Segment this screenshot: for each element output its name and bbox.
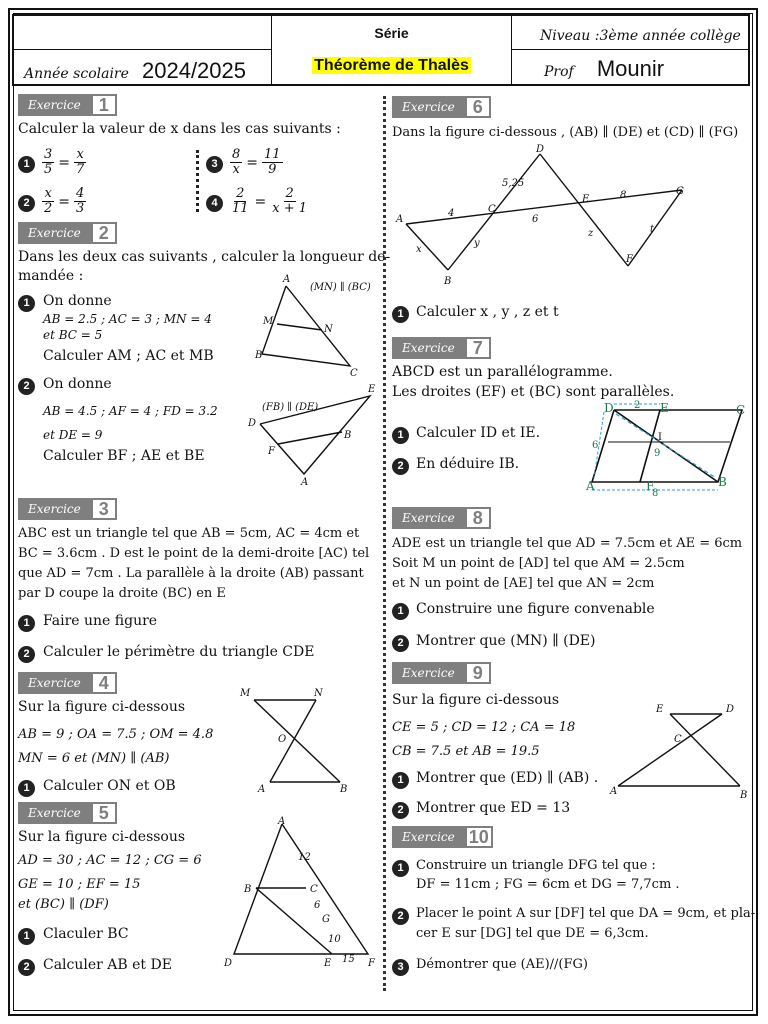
exercise-number: 1 [91, 94, 117, 116]
ex2-case-number: 1 [18, 295, 35, 312]
fig-label: A [258, 784, 266, 795]
fig-label: O [278, 734, 287, 745]
fig-label: B [718, 475, 727, 489]
fig-length: 4 [448, 208, 455, 219]
denominator: 9 [268, 162, 277, 177]
exercise-6-tag [392, 96, 491, 118]
fig-label: A [396, 214, 404, 225]
exercise-8-tag [392, 507, 491, 529]
fig-length: 2 [634, 400, 641, 411]
ex6-question-number: 1 [392, 306, 409, 323]
fig-label: F [368, 958, 375, 969]
exercise-label: Exercice [18, 802, 91, 824]
ex9-intro: Sur la figure ci-dessous [392, 692, 560, 708]
ex1-dotted-divider [196, 150, 199, 212]
fig-label: D [726, 704, 735, 715]
fig-label: D [604, 401, 614, 415]
ex1-equation-1: $\frac{3}{5}$ = $\frac{x}{7}$ [44, 147, 85, 177]
denominator: 5 [44, 162, 53, 177]
fig-label: C [736, 403, 746, 417]
ex5-intro: Sur la figure ci-dessous [18, 829, 186, 845]
exercise-label: Exercice [18, 94, 91, 116]
fig-label: E [660, 401, 669, 415]
fig-label: B [340, 784, 348, 795]
exercise-9-tag [392, 662, 491, 684]
exercise-number: 5 [91, 802, 117, 824]
fig-label: C [488, 204, 496, 215]
denominator: 11 [232, 201, 249, 216]
ex4-intro: Sur la figure ci-dessous [18, 699, 186, 715]
ex2-case2-data-1: AB = 4.5 ; AF = 4 ; FD = 3.2 [43, 404, 218, 418]
exercise-label: Exercice [392, 507, 465, 529]
exercise-7-tag [392, 337, 491, 359]
exercise-number: 4 [91, 672, 117, 694]
exercise-3-tag [18, 498, 117, 520]
teacher-label: Prof [544, 64, 574, 80]
exercise-label: Exercice [392, 96, 465, 118]
ex1-equation-3: $\frac{8}{x}$ = $\frac{11}{9}$ [232, 147, 281, 177]
ex5-data-3: et (BC) ∥ (DF) [18, 897, 109, 912]
fig-length: 6 [314, 900, 321, 911]
fig-label: M [240, 688, 251, 699]
numerator: 3 [44, 147, 53, 162]
fig-condition: (FB) ∥ (DE) [262, 402, 319, 413]
column-separator [383, 96, 386, 991]
ex2-figure-1 [250, 272, 380, 382]
ex5-data-2: GE = 10 ; EF = 15 [18, 877, 141, 892]
ex7-text-2: Les droites (EF) et (BC) sont parallèles. [392, 384, 675, 400]
ex10-question-1-line1: Construire un triangle DFG tel que : [416, 858, 656, 873]
numerator: 4 [76, 186, 85, 201]
ex9-data-2: CB = 7.5 et AB = 19.5 [392, 744, 540, 759]
ex7-question-1: Calculer ID et IE. [416, 425, 541, 441]
fig-var: y [474, 238, 480, 249]
numerator: 2 [285, 186, 294, 201]
header-empty-cell [14, 16, 272, 50]
ex2-figure-2 [246, 382, 380, 488]
ex2-case1-data-1: AB = 2.5 ; AC = 3 ; MN = 4 [43, 312, 212, 326]
theme-title: Théorème de Thalès [314, 57, 469, 74]
fig-label: F [646, 479, 655, 493]
level-label: Niveau :3ème année collège [540, 28, 741, 44]
ex10-question-2-line1: Placer le point A sur [DF] tel que DA = 9cm, et pla- [416, 906, 756, 921]
fig-label: F [268, 446, 275, 457]
ex5-question-2: Calculer AB et DE [43, 957, 172, 973]
ex3-question-1: Faire une figure [43, 613, 158, 629]
denominator: 2 [44, 201, 53, 216]
fig-label: D [536, 144, 545, 155]
ex7-text-1: ABCD est un parallélogramme. [392, 364, 613, 380]
ex2-case1-question: Calculer AM ; AC et MB [43, 348, 214, 364]
ex8-text-2: Soit M un point de [AD] tel que AM = 2.5cm [392, 556, 685, 571]
ex1-item-number: 2 [18, 195, 35, 212]
ex4-data-1: AB = 9 ; OA = 7.5 ; OM = 4.8 [18, 727, 214, 742]
fig-label: A [586, 479, 595, 493]
ex10-question-1-line2: DF = 11cm ; FG = 6cm et DG = 7,7cm . [416, 877, 680, 892]
ex2-intro-line1: Dans les deux cas suivants , calculer la longueur de- [18, 249, 391, 265]
ex7-question-number: 1 [392, 427, 409, 444]
ex5-figure [220, 814, 382, 972]
ex4-question-number: 1 [18, 780, 35, 797]
ex5-data-1: AD = 30 ; AC = 12 ; CG = 6 [18, 853, 202, 868]
fig-label: D [224, 958, 233, 969]
ex4-data-2: MN = 6 et (MN) ∥ (AB) [18, 751, 170, 766]
ex1-item-number: 4 [206, 195, 223, 212]
ex10-question-number: 2 [392, 908, 409, 925]
ex2-case2-title: On donne [43, 376, 112, 392]
ex10-question-2-line2: cer E sur [DG] tel que DE = 6,3cm. [416, 926, 649, 941]
teacher-name: Mounir [596, 56, 665, 81]
numerator: x [44, 186, 52, 201]
denominator: 3 [76, 201, 85, 216]
exercise-number: 9 [465, 662, 491, 684]
ex4-figure [234, 686, 358, 798]
fig-label: C [674, 734, 682, 745]
exercise-4-tag [18, 672, 117, 694]
fig-label: G [676, 186, 684, 197]
fig-label: C [310, 884, 318, 895]
exercise-number: 6 [465, 96, 491, 118]
ex6-question-1: Calculer x , y , z et t [416, 304, 559, 320]
ex3-text-4: par D coupe la droite (BC) en E [18, 586, 226, 601]
ex5-question-number: 1 [18, 928, 35, 945]
series-label: Série [374, 25, 409, 41]
ex9-figure [608, 700, 754, 804]
ex5-question-number: 2 [18, 959, 35, 976]
fig-length: 6 [532, 214, 539, 225]
ex9-question-number: 1 [392, 772, 409, 789]
school-year-cell [14, 50, 272, 84]
ex4-question-1: Calculer ON et OB [43, 778, 176, 794]
numerator: 2 [236, 186, 245, 201]
ex7-figure [584, 398, 756, 498]
fig-length: 8 [652, 488, 659, 498]
fig-label: B [740, 790, 748, 801]
school-year-value: 2024/2025 [142, 58, 246, 83]
fig-length: 15 [342, 954, 355, 965]
ex3-text-1: ABC est un triangle tel que AB = 5cm, AC = 4cm et [18, 526, 360, 541]
fig-var: t [650, 224, 655, 235]
fig-label: C [350, 368, 358, 379]
ex1-equation-2: $\frac{x}{2}$ = $\frac{4}{3}$ [44, 186, 85, 216]
ex8-question-1: Construire une figure convenable [416, 601, 655, 617]
fig-label: G [322, 914, 330, 925]
fig-label: I [658, 432, 662, 443]
fig-condition: (MN) ∥ (BC) [310, 282, 371, 293]
ex2-case1-data-2: et BC = 5 [43, 328, 103, 342]
fig-var: x [416, 244, 422, 255]
ex5-question-1: Claculer BC [43, 926, 129, 942]
fig-label: B [444, 276, 452, 287]
ex1-item-number: 1 [18, 156, 35, 173]
exercise-number: 3 [91, 498, 117, 520]
numerator: 11 [264, 147, 281, 162]
exercise-1-tag [18, 94, 117, 116]
fig-length: 6 [592, 440, 599, 451]
fig-label: A [278, 816, 286, 827]
ex8-question-2: Montrer que (MN) ∥ (DE) [416, 633, 596, 649]
exercise-number: 8 [465, 507, 491, 529]
numerator: x [76, 147, 84, 162]
ex7-question-number: 2 [392, 458, 409, 475]
exercise-label: Exercice [18, 222, 91, 244]
ex10-question-3: Démontrer que (AE)//(FG) [416, 957, 588, 972]
fig-label: D [248, 418, 257, 429]
ex2-intro-line2: mandée : [18, 268, 84, 284]
ex9-question-number: 2 [392, 802, 409, 819]
teacher-cell [512, 50, 748, 84]
fig-label: B [255, 350, 263, 361]
ex1-equation-4: $\frac{2}{11}$ = $\frac{2}{x + 1}$ [232, 186, 308, 216]
exercise-label: Exercice [18, 498, 91, 520]
ex6-intro: Dans la figure ci-dessous , (AB) ∥ (DE) et (CD) ∥ (FG) [392, 125, 739, 140]
ex3-text-3: que AD = 7cm . La parallèle à la droite (AB) passant [18, 566, 364, 581]
ex6-figure [392, 142, 704, 292]
ex9-question-1: Montrer que (ED) ∥ (AB) . [416, 770, 599, 786]
fig-label: A [283, 274, 291, 285]
ex10-question-number: 3 [392, 959, 409, 976]
school-year-label: Année scolaire [24, 66, 129, 82]
level-cell [512, 16, 748, 50]
fig-label: E [324, 958, 332, 969]
fig-label: M [263, 316, 274, 327]
ex2-case2-question: Calculer BF ; AE et BE [43, 448, 205, 464]
numerator: 8 [232, 147, 241, 162]
ex2-case2-data-2: et DE = 9 [43, 428, 103, 442]
fig-label: B [344, 430, 352, 441]
exercise-number: 10 [465, 826, 493, 848]
ex8-question-number: 2 [392, 635, 409, 652]
denominator: x [232, 162, 240, 177]
header [12, 14, 750, 86]
ex3-question-2: Calculer le périmètre du triangle CDE [43, 644, 315, 660]
ex7-question-2: En déduire IB. [416, 456, 520, 472]
fig-length: 8 [620, 190, 627, 201]
fig-length: 5,25 [502, 178, 525, 189]
exercise-label: Exercice [392, 662, 465, 684]
fig-label: F [626, 254, 633, 265]
denominator: 7 [76, 162, 85, 177]
fig-label: N [324, 324, 333, 335]
ex9-question-2: Montrer que ED = 13 [416, 800, 571, 816]
ex10-question-number: 1 [392, 860, 409, 877]
ex1-intro: Calculer la valeur de x dans les cas suivants : [18, 121, 341, 137]
ex3-question-number: 1 [18, 615, 35, 632]
exercise-2-tag [18, 222, 117, 244]
exercise-label: Exercice [18, 672, 91, 694]
ex8-question-number: 1 [392, 603, 409, 620]
ex8-text-1: ADE est un triangle tel que AD = 7.5cm et AE = 6cm [392, 536, 743, 551]
fig-label: B [244, 884, 252, 895]
fig-length: 10 [328, 934, 341, 945]
exercise-label: Exercice [392, 337, 465, 359]
fig-label: E [368, 384, 376, 395]
exercise-label: Exercice [392, 826, 465, 848]
ex2-case-number: 2 [18, 378, 35, 395]
fig-label: A [610, 786, 618, 797]
denominator: x + 1 [272, 201, 308, 216]
fig-label: E [582, 194, 590, 205]
ex8-text-3: et N un point de [AE] tel que AN = 2cm [392, 576, 655, 591]
ex1-item-number: 3 [206, 156, 223, 173]
fig-length: 9 [654, 448, 661, 459]
exercise-number: 7 [465, 337, 491, 359]
exercise-number: 2 [91, 222, 117, 244]
fig-length: 12 [298, 852, 311, 863]
exercise-5-tag [18, 802, 117, 824]
series-cell [272, 16, 512, 84]
ex9-data-1: CE = 5 ; CD = 12 ; CA = 18 [392, 720, 576, 735]
fig-label: A [301, 477, 309, 488]
fig-label: N [314, 688, 323, 699]
fig-var: z [588, 228, 594, 239]
ex2-case1-title: On donne [43, 293, 112, 309]
ex3-text-2: BC = 3.6cm . D est le point de la demi-droite [AC) tel [18, 546, 370, 561]
exercise-10-tag [392, 826, 493, 848]
ex3-question-number: 2 [18, 646, 35, 663]
fig-label: E [656, 704, 664, 715]
